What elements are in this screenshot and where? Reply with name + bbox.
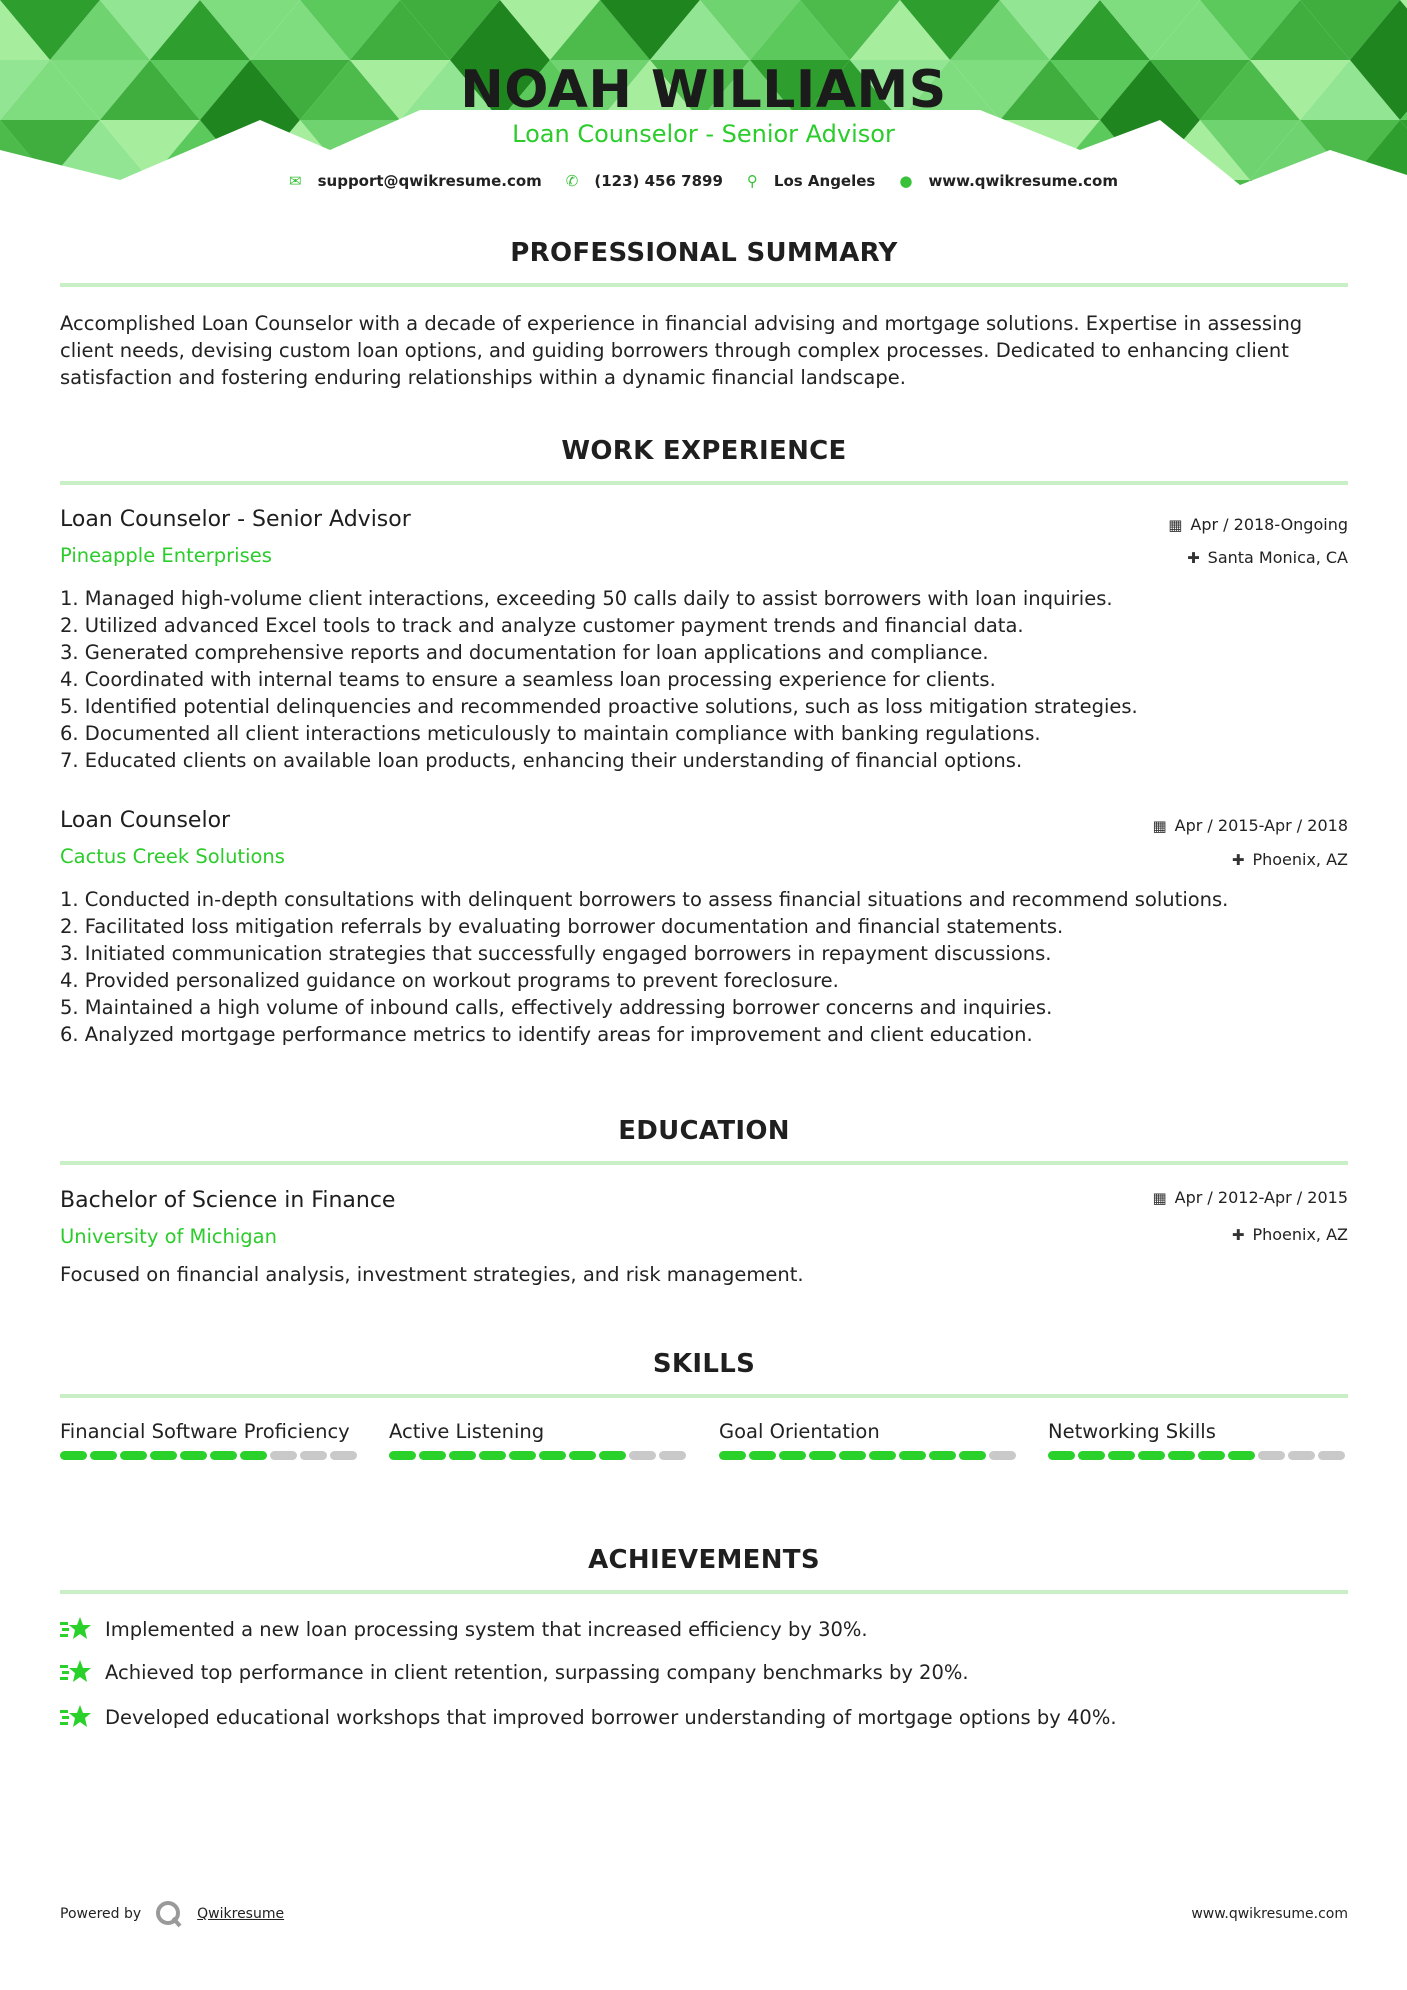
list-item: 4. Provided personalized guidance on workout programs to prevent foreclosure. — [60, 969, 839, 992]
experience-heading: WORK EXPERIENCE — [561, 436, 847, 466]
skill-item — [389, 1418, 689, 1460]
achievement-item — [60, 1616, 868, 1642]
list-item: 7. Educated clients on available loan products, enhancing their understanding of financial options. — [60, 749, 1023, 772]
job-dates — [1152, 816, 1348, 835]
job-company: Pineapple Enterprises — [60, 544, 272, 567]
skill-level-segment — [629, 1451, 656, 1460]
skill-level-segment — [270, 1451, 297, 1460]
achievement-text: Developed educational workshops that improved borrower understanding of mortgage options by 40%. — [105, 1705, 1117, 1729]
skill-level-segment — [449, 1451, 476, 1460]
list-item: 5. Maintained a high volume of inbound calls, effectively addressing borrower concerns and inquiries. — [60, 996, 1053, 1019]
skill-level-segment — [599, 1451, 626, 1460]
skill-level-segment — [330, 1451, 357, 1460]
contact-bar — [0, 172, 1407, 190]
contact-email[interactable] — [289, 172, 542, 190]
footer-powered-by — [60, 1900, 284, 1928]
achievement-item — [60, 1704, 1117, 1730]
skill-level-segment — [929, 1451, 956, 1460]
skill-level-segment — [749, 1451, 776, 1460]
list-item: 3. Initiated communication strategies that successfully engaged borrowers in repayment discussions. — [60, 942, 1052, 965]
footer-website[interactable]: www.qwikresume.com — [1191, 1906, 1348, 1922]
skill-level-segment — [300, 1451, 327, 1460]
skill-level-segment — [839, 1451, 866, 1460]
job-dates — [1168, 515, 1348, 534]
website-text: www.qwikresume.com — [928, 172, 1118, 190]
job-title: Loan Counselor — [60, 808, 231, 833]
job-duties-list — [60, 886, 1350, 1048]
skill-level-segment — [1108, 1451, 1135, 1460]
education-dates — [1152, 1188, 1348, 1207]
skill-level-segment — [90, 1451, 117, 1460]
star-icon — [60, 1616, 92, 1642]
calendar-icon: ▦ — [1152, 817, 1167, 835]
pushpin-icon: ✚ — [1231, 851, 1245, 869]
list-item: 2. Facilitated loss mitigation referrals by evaluating borrower documentation and financial statements. — [60, 915, 1064, 938]
skill-level-segment — [60, 1451, 87, 1460]
skill-level-segment — [899, 1451, 926, 1460]
job-location — [1232, 850, 1348, 869]
contact-website[interactable] — [899, 172, 1118, 190]
skill-name: Active Listening — [389, 1420, 545, 1443]
education-description: Focused on financial analysis, investment strategies, and risk management. — [60, 1263, 804, 1286]
skill-level-segment — [389, 1451, 416, 1460]
skill-level-segment — [659, 1451, 686, 1460]
skill-level-segment — [809, 1451, 836, 1460]
skill-name: Financial Software Proficiency — [60, 1420, 350, 1443]
powered-by-label: Powered by — [60, 1906, 142, 1922]
skill-level-segment — [120, 1451, 147, 1460]
globe-icon: ● — [899, 172, 913, 190]
skill-level-segment — [509, 1451, 536, 1460]
section-divider — [60, 283, 1348, 287]
list-item: 4. Coordinated with internal teams to ensure a seamless loan processing experience for clients. — [60, 668, 996, 691]
skill-level-segment — [1228, 1451, 1255, 1460]
skill-level-bar — [719, 1451, 1019, 1460]
skill-level-segment — [1168, 1451, 1195, 1460]
job-dates-text: Apr / 2015-Apr / 2018 — [1174, 816, 1348, 835]
skills-heading: SKILLS — [652, 1349, 756, 1379]
list-item: 5. Identified potential delinquencies and recommended proactive solutions, such as loss mitigation strategies. — [60, 695, 1138, 718]
skill-level-segment — [959, 1451, 986, 1460]
achievements-heading: ACHIEVEMENTS — [588, 1545, 820, 1575]
skill-level-segment — [1288, 1451, 1315, 1460]
phone-text: (123) 456 7899 — [594, 172, 723, 190]
job-location-text: Santa Monica, CA — [1207, 548, 1348, 567]
skill-level-segment — [1138, 1451, 1165, 1460]
skill-level-segment — [479, 1451, 506, 1460]
list-item: 6. Analyzed mortgage performance metrics to identify areas for improvement and client education. — [60, 1023, 1033, 1046]
section-divider — [60, 1394, 1348, 1398]
skill-level-segment — [1318, 1451, 1345, 1460]
skill-item — [1048, 1418, 1348, 1460]
skill-level-segment — [1258, 1451, 1285, 1460]
candidate-name: NOAH WILLIAMS — [460, 60, 947, 120]
skill-level-segment — [1078, 1451, 1105, 1460]
job-company: Cactus Creek Solutions — [60, 845, 285, 868]
skill-level-bar — [1048, 1451, 1348, 1460]
skill-level-segment — [539, 1451, 566, 1460]
contact-location — [747, 172, 875, 190]
star-icon — [60, 1659, 92, 1685]
section-divider — [60, 481, 1348, 485]
list-item: 3. Generated comprehensive reports and documentation for loan applications and compliance. — [60, 641, 989, 664]
skill-name: Networking Skills — [1048, 1420, 1216, 1443]
education-heading: EDUCATION — [618, 1116, 790, 1146]
skill-level-segment — [1198, 1451, 1225, 1460]
skill-level-segment — [150, 1451, 177, 1460]
email-text: support@qwikresume.com — [317, 172, 542, 190]
calendar-icon: ▦ — [1152, 1189, 1167, 1207]
school-name: University of Michigan — [60, 1225, 277, 1248]
location-text: Los Angeles — [773, 172, 876, 190]
contact-phone[interactable] — [566, 172, 723, 190]
qwikresume-logo — [155, 1900, 183, 1928]
achievement-text: Achieved top performance in client retention, surpassing company benchmarks by 20%. — [105, 1660, 969, 1684]
envelope-icon: ✉ — [289, 172, 302, 190]
calendar-icon: ▦ — [1168, 516, 1183, 534]
list-item: 1. Managed high-volume client interactions, exceeding 50 calls daily to assist borrowers with loan inquiries. — [60, 587, 1113, 610]
education-location-text: Phoenix, AZ — [1252, 1225, 1348, 1244]
skill-level-bar — [60, 1451, 360, 1460]
section-divider — [60, 1590, 1348, 1594]
candidate-headline: Loan Counselor - Senior Advisor — [512, 120, 895, 148]
job-title: Loan Counselor - Senior Advisor — [60, 507, 411, 532]
education-location — [1232, 1225, 1348, 1244]
degree-title: Bachelor of Science in Finance — [60, 1188, 396, 1213]
map-pin-icon: ⚲ — [746, 172, 758, 190]
job-location — [1187, 548, 1348, 567]
list-item: 2. Utilized advanced Excel tools to track and analyze customer payment trends and financial data. — [60, 614, 1024, 637]
skill-name: Goal Orientation — [719, 1420, 880, 1443]
skill-level-segment — [419, 1451, 446, 1460]
pushpin-icon: ✚ — [1231, 1226, 1245, 1244]
skill-level-segment — [1048, 1451, 1075, 1460]
section-divider — [60, 1161, 1348, 1165]
skill-item — [60, 1418, 360, 1460]
skill-level-segment — [779, 1451, 806, 1460]
summary-heading: PROFESSIONAL SUMMARY — [510, 238, 898, 268]
skill-level-segment — [989, 1451, 1016, 1460]
achievement-item — [60, 1659, 969, 1685]
list-item: 1. Conducted in-depth consultations with delinquent borrowers to assess financial situations and recommend solutions. — [60, 888, 1229, 911]
achievement-text: Implemented a new loan processing system that increased efficiency by 30%. — [105, 1617, 868, 1641]
star-icon — [60, 1704, 92, 1730]
skill-level-segment — [210, 1451, 237, 1460]
skill-level-bar — [389, 1451, 689, 1460]
skill-level-segment — [240, 1451, 267, 1460]
education-dates-text: Apr / 2012-Apr / 2015 — [1174, 1188, 1348, 1207]
summary-text: Accomplished Loan Counselor with a decade of experience in financial advising and mortgage solutions. Expertise in assessing client needs, devising custom loan options, and guiding borrowers through complex processes. Dedicated to enhancing client satisfaction and fostering enduring relationships within a dynamic financial landscape. — [60, 312, 1303, 389]
skill-level-segment — [180, 1451, 207, 1460]
job-dates-text: Apr / 2018-Ongoing — [1190, 515, 1348, 534]
skill-level-segment — [569, 1451, 596, 1460]
brand-link[interactable]: Qwikresume — [197, 1906, 285, 1922]
list-item: 6. Documented all client interactions meticulously to maintain compliance with banking regulations. — [60, 722, 1041, 745]
skill-item — [719, 1418, 1019, 1460]
pushpin-icon: ✚ — [1187, 549, 1200, 567]
phone-icon: ✆ — [565, 172, 579, 190]
job-location-text: Phoenix, AZ — [1252, 850, 1348, 869]
skill-level-segment — [869, 1451, 896, 1460]
job-duties-list — [60, 585, 1350, 774]
skill-level-segment — [719, 1451, 746, 1460]
